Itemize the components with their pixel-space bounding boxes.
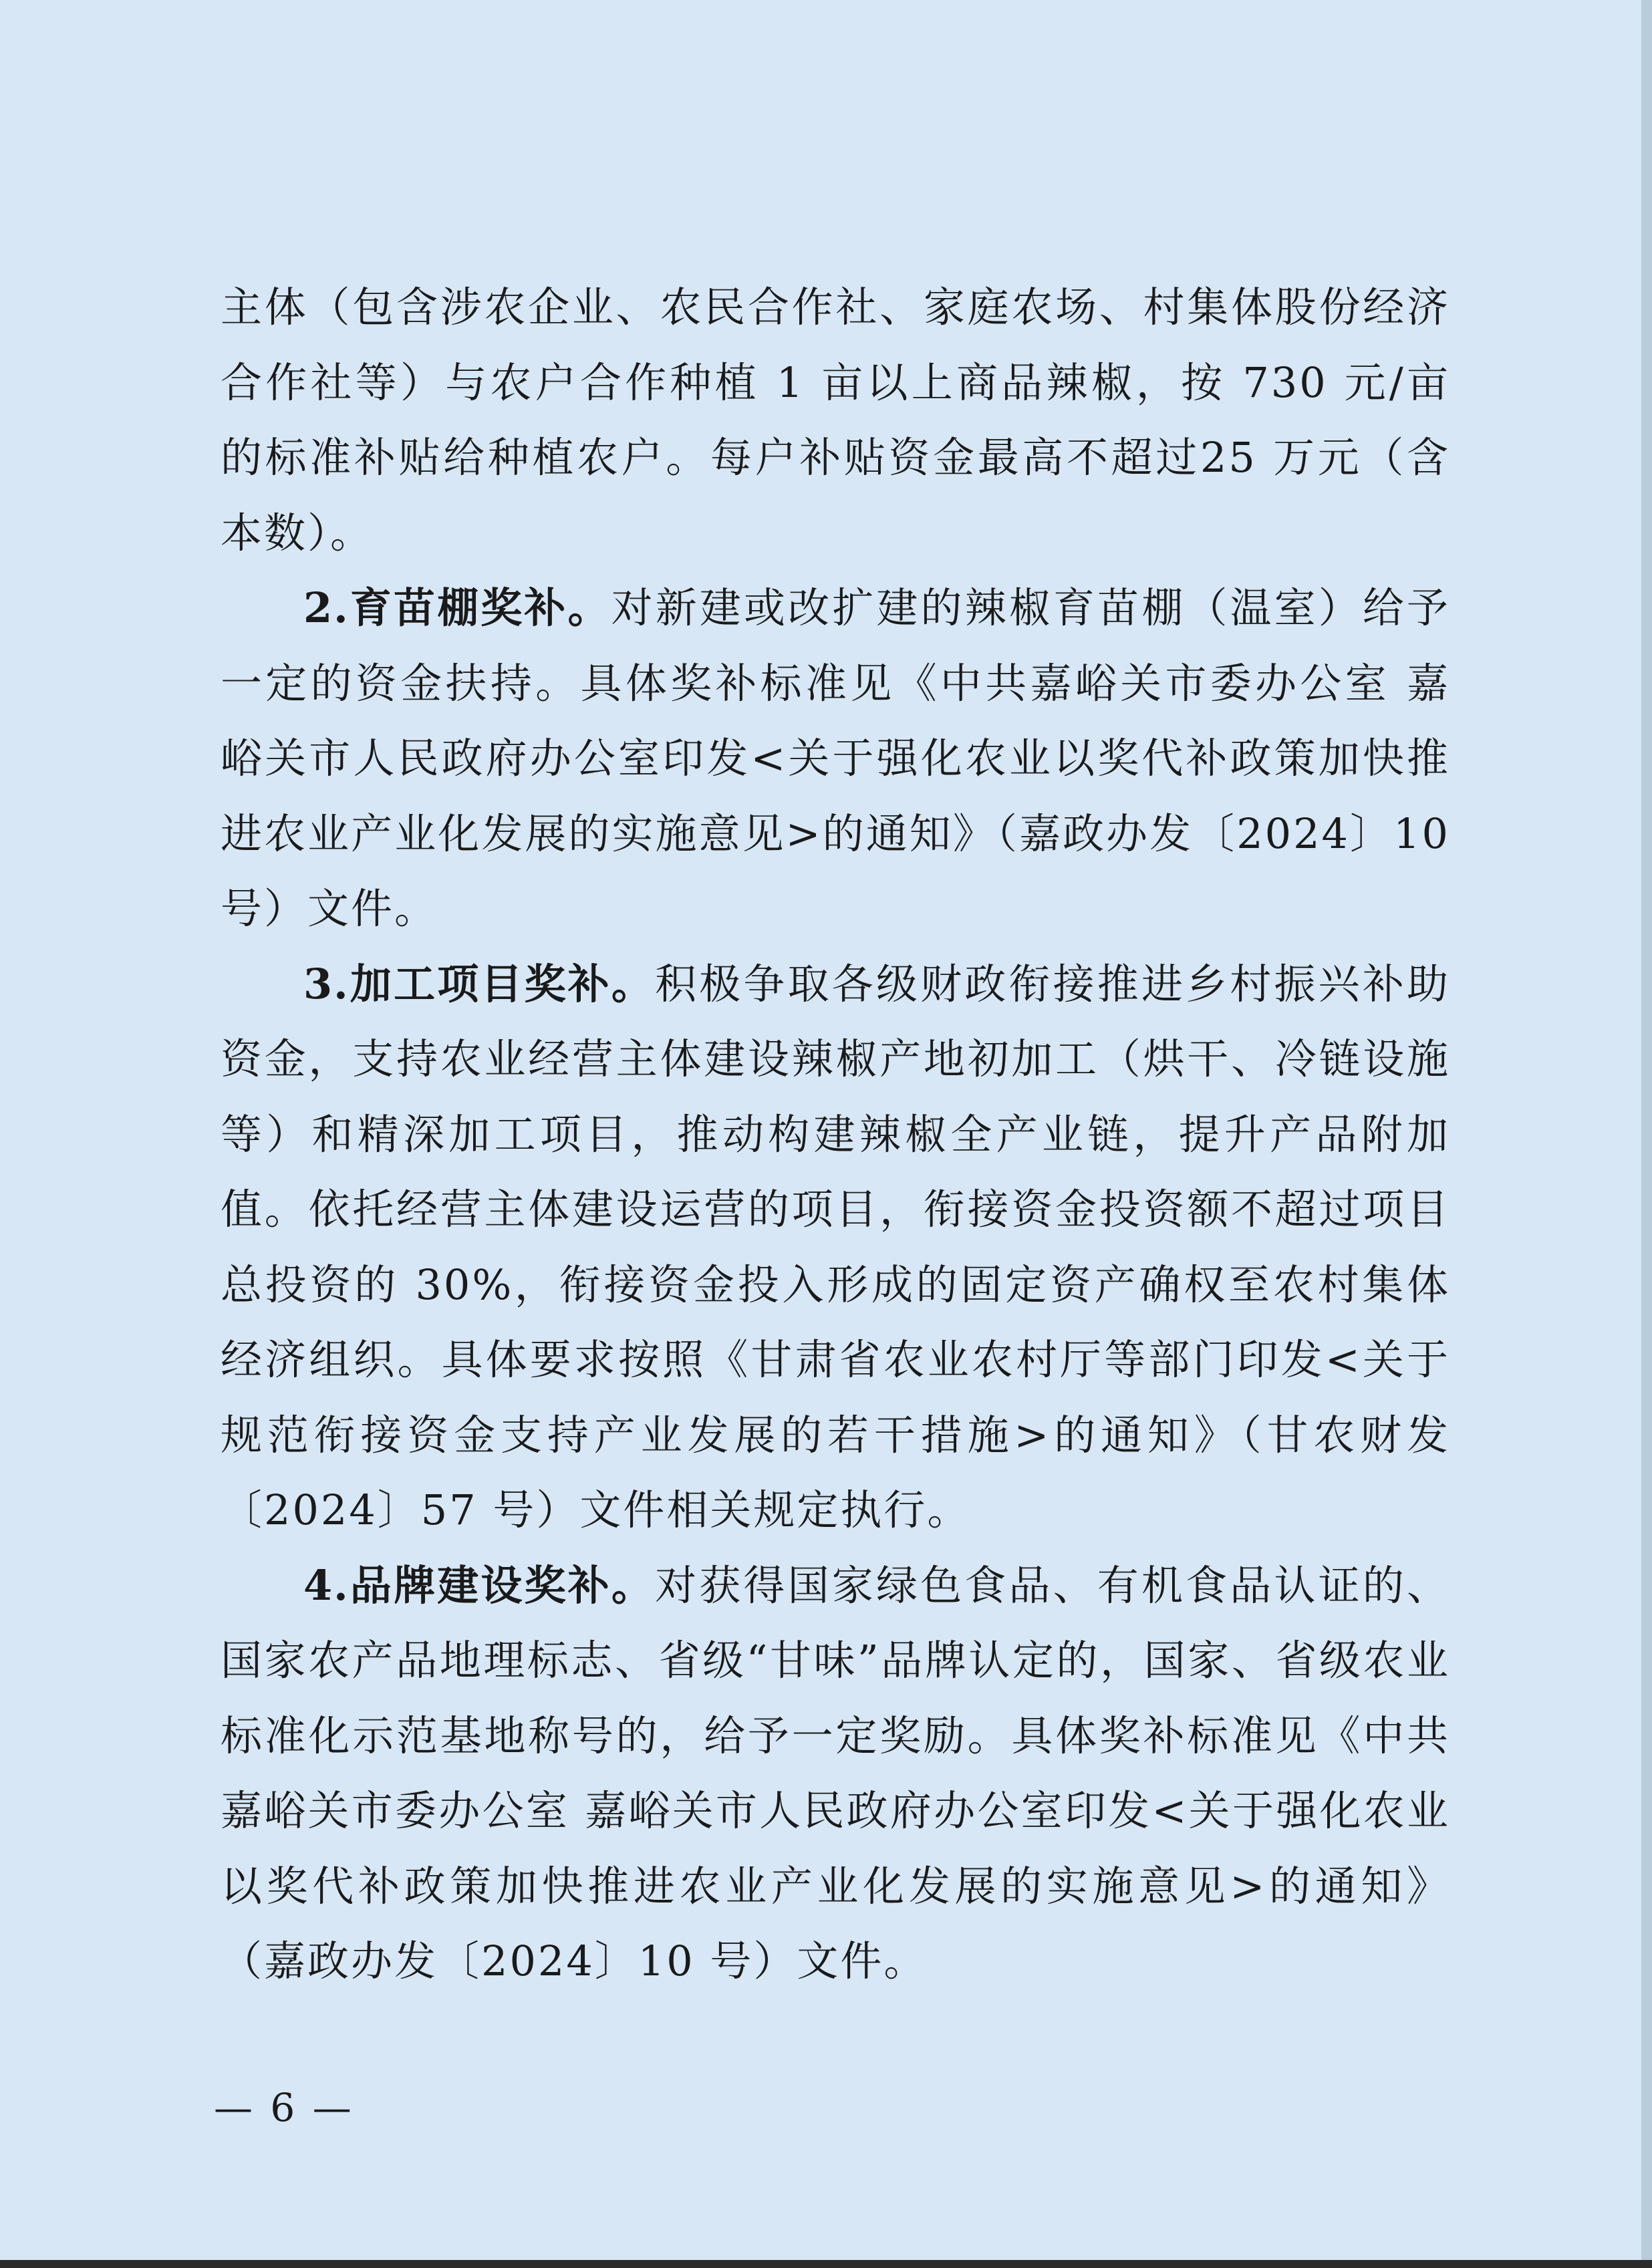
document-body xyxy=(221,270,1450,1999)
page-number: — 6 — xyxy=(214,2085,354,2130)
section-heading: 3.加工项目奖补。 xyxy=(303,959,656,1008)
section-heading: 2.育苗棚奖补。 xyxy=(303,583,611,632)
paragraph-text: 积极争取各级财政衔接推进乡村振兴补助资金，支持农业经营主体建设辣椒产地初加工（烘干、冷链设施等）和精深加工项目，推动构建辣椒全产业链，提升产品附加值。依托经营主体建设运营的项目，衔接资金投资额不超过项目总投资的 30%，衔接资金投入形成的固定资产确权至农村集体经济组织。具体要求按照《甘肃省农业农村厅等部门印发<关于规范衔接资金支持产业发展的若干措施>的通知》（甘农财发〔2024〕57 号）文件相关规定执行。 xyxy=(221,959,1450,1534)
paragraph-processing-project-subsidy xyxy=(221,947,1450,1548)
paragraph-subsidy-continuation xyxy=(221,270,1450,571)
section-heading: 4.品牌建设奖补。 xyxy=(303,1560,656,1610)
paragraph-text: 主体（包含涉农企业、农民合作社、家庭农场、村集体股份经济合作社等）与农户合作种植 1 亩以上商品辣椒，按 730 元/亩的标准补贴给种植农户。每户补贴资金最高不超过25 万元（含本数）。 xyxy=(221,283,1450,557)
scan-border xyxy=(0,2260,1652,2268)
paragraph-nursery-shed-subsidy xyxy=(221,571,1450,947)
paragraph-text: 对获得国家绿色食品、有机食品认证的、国家农产品地理标志、省级“甘味”品牌认定的，国家、省级农业标准化示范基地称号的，给予一定奖励。具体奖补标准见《中共嘉峪关市委办公室 嘉峪关市人民政府办公室印发<关于强化农业以奖代补政策加快推进农业产业化发展的实施意见>的通知》（嘉政办发〔2024〕10 号）文件。 xyxy=(221,1560,1450,1985)
page-edge-shadow xyxy=(1641,0,1652,2268)
paragraph-brand-building-subsidy xyxy=(221,1548,1450,1999)
paragraph-text: 对新建或改扩建的辣椒育苗棚（温室）给予一定的资金扶持。具体奖补标准见《中共嘉峪关市委办公室 嘉峪关市人民政府办公室印发<关于强化农业以奖代补政策加快推进农业产业化发展的实施意见>的通知》（嘉政办发〔2024〕10 号）文件。 xyxy=(221,583,1450,933)
